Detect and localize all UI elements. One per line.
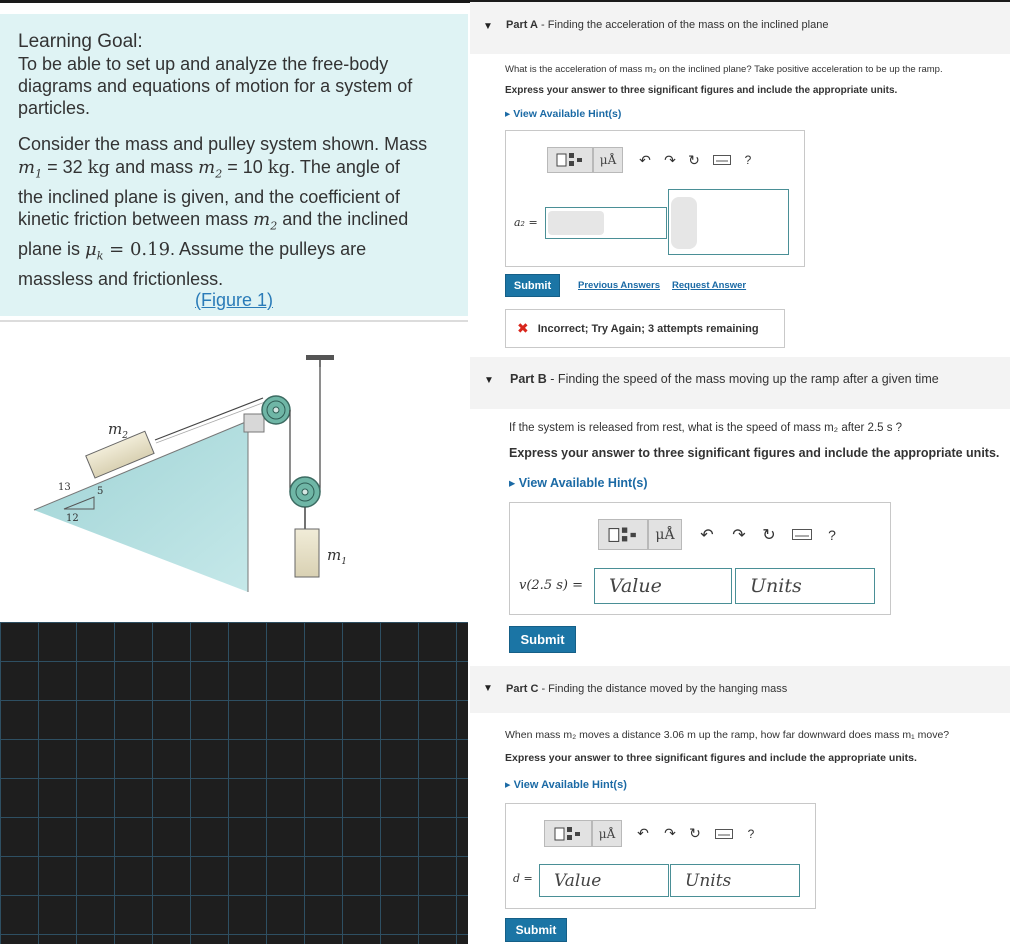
part-a-instruction: Express your answer to three significant figures and include the appropriate units. [505, 85, 898, 96]
templates-icon[interactable] [598, 519, 648, 550]
slope-base-label: 12 [66, 513, 79, 524]
part-a-toolbar [547, 147, 759, 173]
part-b-question: If the system is released from rest, what is the speed of mass m₂ after 2.5 s ? [509, 422, 903, 434]
units-symbol-button[interactable]: μÅ [593, 147, 623, 173]
redacted-units [671, 197, 697, 249]
learning-goal-panel [0, 14, 468, 316]
figure-1-link[interactable]: (Figure 1) [194, 290, 274, 310]
problem-line: massless and frictionless. [18, 269, 224, 290]
part-b-label: Part B [510, 372, 547, 386]
collapse-triangle-icon[interactable]: ▼ [483, 683, 493, 694]
redo-icon[interactable]: ↷ [664, 825, 676, 841]
problem-line [18, 156, 450, 186]
slope-vert-label: 5 [97, 486, 104, 497]
part-a-value-input[interactable] [545, 207, 667, 239]
background-grid [0, 622, 468, 944]
learning-goal-line: particles. [18, 98, 91, 118]
part-a-header[interactable] [470, 2, 1010, 54]
part-a-feedback [505, 309, 785, 348]
help-icon[interactable]: ? [747, 826, 755, 841]
text: and mass [110, 156, 199, 177]
undo-icon[interactable]: ↶ [700, 526, 714, 544]
part-a-label: Part A [506, 19, 538, 31]
units-symbol-button[interactable]: μÅ [648, 519, 682, 550]
feedback-text: Incorrect; Try Again; 3 attempts remaining [537, 322, 759, 335]
help-icon[interactable]: ? [828, 526, 836, 543]
templates-icon[interactable] [544, 820, 592, 847]
part-b-title: - Finding the speed of the mass moving up the ramp after a given time [546, 372, 939, 386]
part-b-heading [510, 372, 939, 386]
hint-label: View Available Hint(s) [513, 779, 627, 791]
unit-kg: kg [87, 156, 111, 178]
reset-icon[interactable]: ↻ [689, 825, 701, 841]
part-b-toolbar [598, 519, 844, 550]
part-c-units-input[interactable]: Units [670, 864, 800, 897]
part-a-hint-link[interactable]: ▸ View Available Hint(s) [505, 108, 622, 120]
part-c-label: Part C [506, 683, 539, 695]
redo-icon[interactable]: ↷ [664, 151, 676, 168]
m2-label: $m_2$ [108, 420, 128, 441]
m1-symbol: $m_1$ [18, 156, 43, 181]
part-c-header[interactable] [470, 666, 1010, 713]
mu-value: = 0.19 [103, 239, 171, 261]
redo-icon[interactable]: ↷ [732, 526, 746, 544]
problem-line [18, 238, 450, 268]
part-c-question: When mass m₂ moves a distance 3.06 m up the ramp, how far downward does mass m₁ move? [505, 729, 950, 741]
learning-goal-line: diagrams and equations of motion for a system of [18, 76, 413, 96]
text: kinetic friction between mass [18, 209, 254, 230]
part-c-hint-link[interactable]: ▸ View Available Hint(s) [505, 779, 627, 791]
keyboard-icon[interactable] [708, 820, 740, 847]
part-c-toolbar [544, 820, 762, 847]
redacted-value [548, 211, 604, 235]
reset-icon[interactable]: ↻ [762, 526, 776, 544]
part-b-header[interactable] [470, 357, 1010, 409]
slope-hyp-label: 13 [58, 482, 71, 493]
help-icon[interactable]: ? [744, 153, 752, 167]
keyboard-icon[interactable] [707, 147, 737, 173]
incorrect-icon: ✖ [517, 320, 529, 336]
part-a-var-label: a₂ = [514, 216, 538, 229]
part-b-var-label: v(2.5 s) = [519, 578, 583, 593]
part-a-heading [506, 19, 828, 31]
collapse-triangle-icon[interactable]: ▼ [483, 21, 493, 32]
part-c-instruction: Express your answer to three significant figures and include the appropriate units. [505, 752, 917, 764]
reset-icon[interactable]: ↻ [688, 151, 700, 168]
m1-label: $m_1$ [327, 546, 347, 567]
keyboard-icon[interactable] [784, 519, 820, 550]
mu-symbol: $\mu_k$ [85, 239, 104, 263]
units-symbol-button[interactable]: μÅ [592, 820, 622, 847]
ceiling-mount [306, 355, 334, 360]
part-b-value-input[interactable]: Value [594, 568, 732, 604]
text: plane is [18, 239, 86, 260]
unit-kg: kg [267, 156, 291, 178]
problem-line: the inclined plane is given, and the coefficient of [18, 186, 400, 207]
part-b-submit-button[interactable]: Submit [509, 626, 576, 653]
templates-icon[interactable] [547, 147, 593, 173]
part-c-title: - Finding the distance moved by the hanging mass [538, 683, 788, 695]
request-answer-link[interactable]: Request Answer [672, 280, 747, 291]
m1-value: = 32 [42, 156, 88, 177]
part-a-title: - Finding the acceleration of the mass on the inclined plane [538, 19, 829, 31]
undo-icon[interactable]: ↶ [639, 151, 651, 168]
undo-icon[interactable]: ↶ [637, 825, 649, 841]
part-c-value-input[interactable]: Value [539, 864, 669, 897]
hint-label: View Available Hint(s) [513, 108, 622, 120]
problem-line: Consider the mass and pulley system shown. Mass [18, 134, 428, 154]
pulley-diagram [0, 322, 468, 622]
problem-line [18, 208, 450, 238]
part-c-submit-button[interactable]: Submit [505, 918, 567, 942]
m2-value: = 10 [222, 156, 268, 177]
part-c-heading [506, 683, 787, 695]
part-b-hint-link[interactable]: ▸ View Available Hint(s) [509, 476, 648, 490]
part-b-units-input[interactable]: Units [735, 568, 875, 604]
figure-1 [0, 322, 468, 622]
text: . The angle of [290, 156, 400, 177]
block-m1 [295, 529, 319, 577]
problem-statement [18, 133, 450, 291]
m2-symbol: $m_2$ [253, 209, 278, 233]
part-a-submit-button[interactable]: Submit [505, 274, 560, 297]
m2-symbol: $m_2$ [198, 156, 223, 181]
part-a-units-input[interactable] [668, 189, 789, 255]
text: . Assume the pulleys are [170, 239, 367, 260]
learning-goal-title: Learning Goal: [18, 31, 143, 52]
hint-label: View Available Hint(s) [518, 476, 648, 490]
pulley-bracket [244, 414, 264, 432]
previous-answers-link[interactable]: Previous Answers [578, 280, 661, 291]
part-c-var-label: d = [513, 872, 533, 885]
learning-goal-line: To be able to set up and analyze the free-body [18, 54, 389, 74]
collapse-triangle-icon[interactable]: ▼ [484, 375, 494, 386]
text: and the inclined [277, 209, 409, 230]
part-b-instruction: Express your answer to three significant figures and include the appropriate units. [509, 446, 1000, 460]
part-a-question: What is the acceleration of mass m₂ on the inclined plane? Take positive acceleration to be up the ramp. [505, 64, 943, 75]
